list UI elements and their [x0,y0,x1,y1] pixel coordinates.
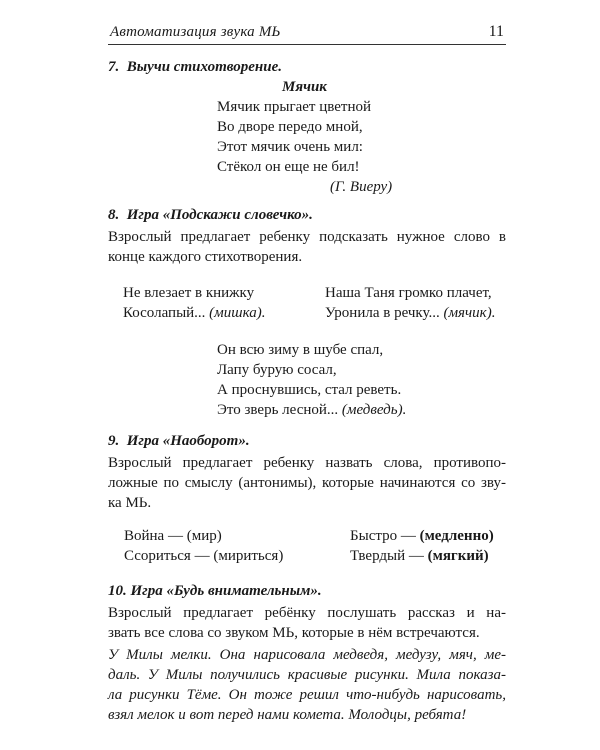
riddle-right-answer: (мячик). [443,305,496,321]
antonym-answer: (мир) [186,528,222,544]
riddle-right-text: Уронила в речку... [325,305,440,321]
riddle-left-answer: (мишка). [209,305,266,321]
story-line: ла рисунки Тёме. Он тоже решил что-нибудь нарисовать, [108,687,506,703]
riddle-center-line [217,400,406,420]
antonym-answer: (мягкий) [427,548,489,564]
header-title: Автоматизация звука МЬ [110,24,281,40]
ex9-heading [108,431,250,451]
antonym-answer: (медленно) [419,528,494,544]
riddle-center-line: Лапу бурую сосал, [217,362,337,378]
riddle-left-line: Не влезает в книжку [123,285,255,301]
riddle-right-line: Наша Таня громко плачет, [325,285,492,301]
ex8-number: 8. [108,207,120,223]
antonym-word: Быстро — [350,528,416,544]
ex9-title: Игра «Наоборот». [126,433,250,449]
riddle-left-line [123,303,265,323]
ex8-instruction-line: Взрослый предлагает ребенку подсказать нужное слово в [108,229,506,245]
riddle-center-answer: (медведь). [341,402,407,418]
riddle-left-text: Косолапый... [123,305,206,321]
poem-line: Этот мячик очень мил: [217,139,363,155]
poem-line: Стёкол он еще не бил! [217,159,360,175]
ex8-instruction-line: конце каждого стихотворения. [108,249,303,265]
ex10-instruction-line: звать все слова со звуком МЬ, которые в нём встречаются. [108,625,480,641]
poem-title: Мячик [282,79,327,95]
antonym-word: Война — [124,528,183,544]
antonym-pair [124,546,283,566]
ex7-title: Выучи стихотворение. [126,59,282,75]
running-header [108,22,506,45]
antonym-pair [124,526,222,546]
story-line: взял мелок и вот перед нами комета. Молодцы, ребята! [108,707,467,723]
ex10-instruction-line: Взрослый предлагает ребёнку послушать рассказ и на- [108,605,506,621]
poem-author: (Г. Виеру) [330,179,393,195]
riddle-center-line: Он всю зиму в шубе спал, [217,342,384,358]
ex7-heading [108,57,282,77]
ex9-number: 9. [108,433,120,449]
ex10-heading [108,581,322,601]
story-line: У Милы мелки. Она нарисовала медведя, медузу, мяч, ме- [108,647,506,663]
ex10-title: Игра «Будь внимательным». [130,583,322,599]
antonym-answer: (мириться) [213,548,284,564]
ex7-number: 7. [108,59,120,75]
riddle-center-text: Это зверь лесной... [217,402,339,418]
riddle-center-line: А проснувшись, стал реветь. [217,382,402,398]
ex9-instruction-line: ложные по смыслу (антонимы), которые начинаются со зву- [108,475,506,491]
riddle-right-line [325,303,495,323]
ex10-number: 10. [108,583,127,599]
antonym-word: Ссориться — [124,548,210,564]
poem-line: Мячик прыгает цветной [217,99,372,115]
poem-line: Во дворе передо мной, [217,119,363,135]
story-line: даль. У Милы получились красивые рисунки. Мила показа- [108,667,506,683]
ex9-instruction-line: Взрослый предлагает ребенку назвать слова, противопо- [108,455,506,471]
antonym-pair [350,546,489,566]
antonym-pair [350,526,494,546]
page-number: 11 [488,23,504,40]
antonym-word: Твердый — [350,548,424,564]
ex8-title: Игра «Подскажи словечко». [126,207,313,223]
ex8-heading [108,205,313,225]
ex9-instruction-line: ка МЬ. [108,495,152,511]
